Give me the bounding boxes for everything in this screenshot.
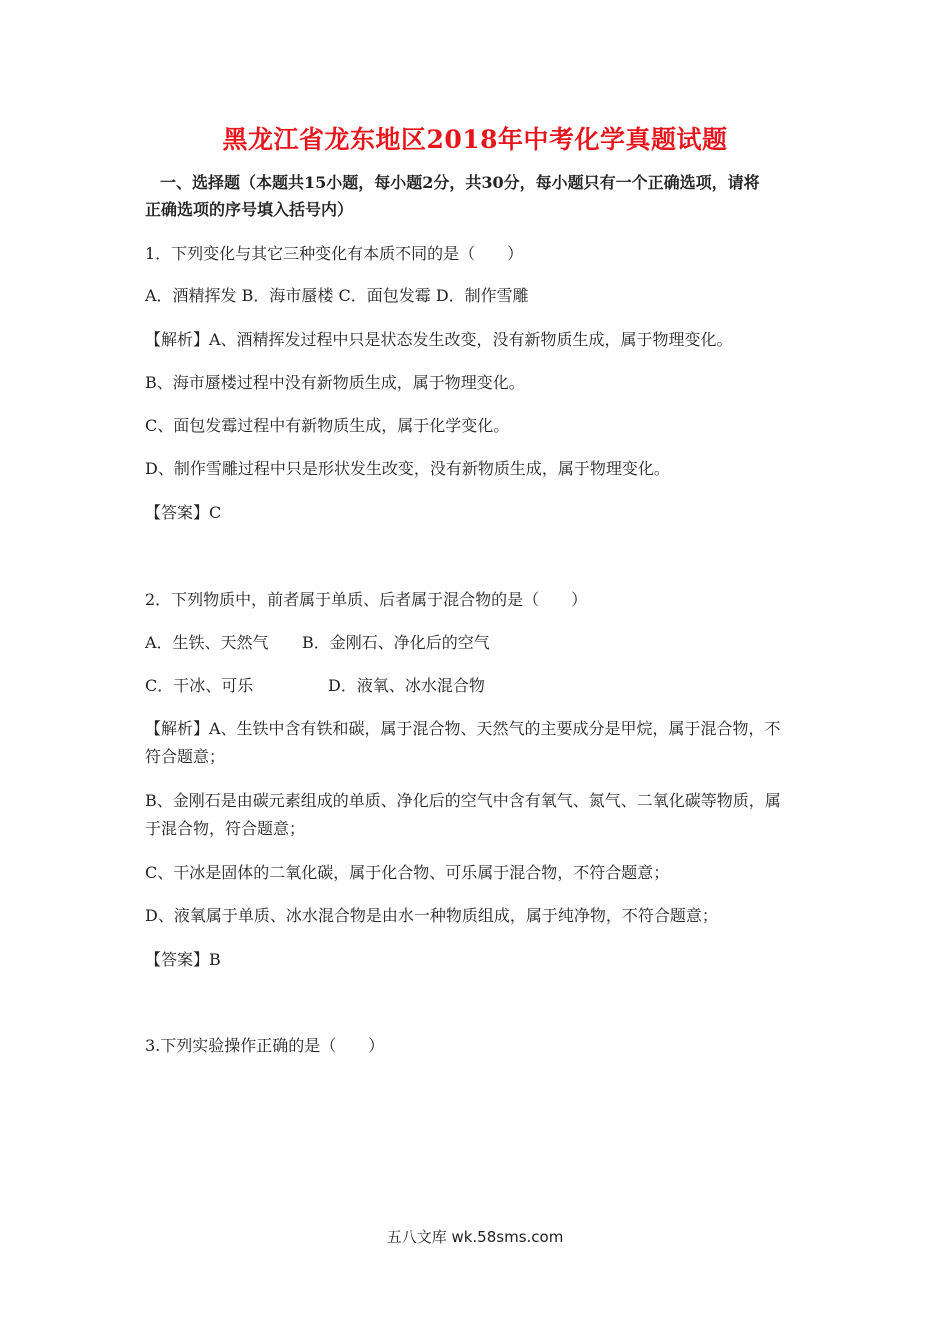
document-title: 黑龙江省龙东地区2018年中考化学真题试题 — [222, 125, 728, 154]
q1-analysis-d: D、制作雪雕过程中只是形状发生改变，没有新物质生成，属于物理变化。 — [145, 459, 670, 478]
q1-answer: 【答案】C — [145, 503, 222, 522]
q2-answer: 【答案】B — [145, 950, 221, 969]
q1-stem: 1．下列变化与其它三种变化有本质不同的是（ ） — [145, 244, 524, 263]
q2-option-b: B．金刚石、净化后的空气 — [302, 633, 490, 652]
q1-analysis-b: B、海市蜃楼过程中没有新物质生成，属于物理变化。 — [145, 373, 525, 392]
section-heading-line2: 正确选项的序号填入括号内） — [145, 200, 354, 219]
q2-stem: 2．下列物质中，前者属于单质、后者属于混合物的是（ ） — [145, 590, 588, 609]
q1-analysis-c: C、面包发霉过程中有新物质生成，属于化学变化。 — [145, 416, 510, 435]
q2-analysis-c: C、干冰是固体的二氧化碳，属于化合物、可乐属于混合物，不符合题意； — [145, 863, 670, 882]
q1-options: A．酒精挥发 B．海市蜃楼 C．面包发霉 D．制作雪雕 — [145, 286, 529, 305]
q3-stem: 3.下列实验操作正确的是（ ） — [145, 1036, 385, 1055]
section-heading-line1: 一、选择题（本题共15小题，每小题2分，共30分，每小题只有一个正确选项，请将 — [160, 173, 760, 192]
q2-analysis-b-line2: 于混合物，符合题意； — [145, 819, 306, 838]
q1-analysis-a: 【解析】A、酒精挥发过程中只是状态发生改变，没有新物质生成，属于物理变化。 — [145, 330, 733, 349]
q2-option-d: D．液氧、冰水混合物 — [328, 676, 485, 695]
q2-option-c: C．干冰、可乐 — [145, 676, 254, 695]
page-footer: 五八文库 wk.58sms.com — [386, 1228, 564, 1246]
q2-analysis-b-line1: B、金刚石是由碳元素组成的单质、净化后的空气中含有氧气、氮气、二氧化碳等物质，属 — [145, 791, 781, 810]
q2-option-a: A．生铁、天然气 — [145, 633, 269, 652]
q2-analysis-a-line2: 符合题意； — [145, 747, 226, 766]
q2-analysis-a-line1: 【解析】A、生铁中含有铁和碳，属于混合物、天然气的主要成分是甲烷，属于混合物，不 — [145, 719, 781, 738]
q2-analysis-d: D、液氧属于单质、冰水混合物是由水一种物质组成，属于纯净物，不符合题意； — [145, 906, 718, 925]
